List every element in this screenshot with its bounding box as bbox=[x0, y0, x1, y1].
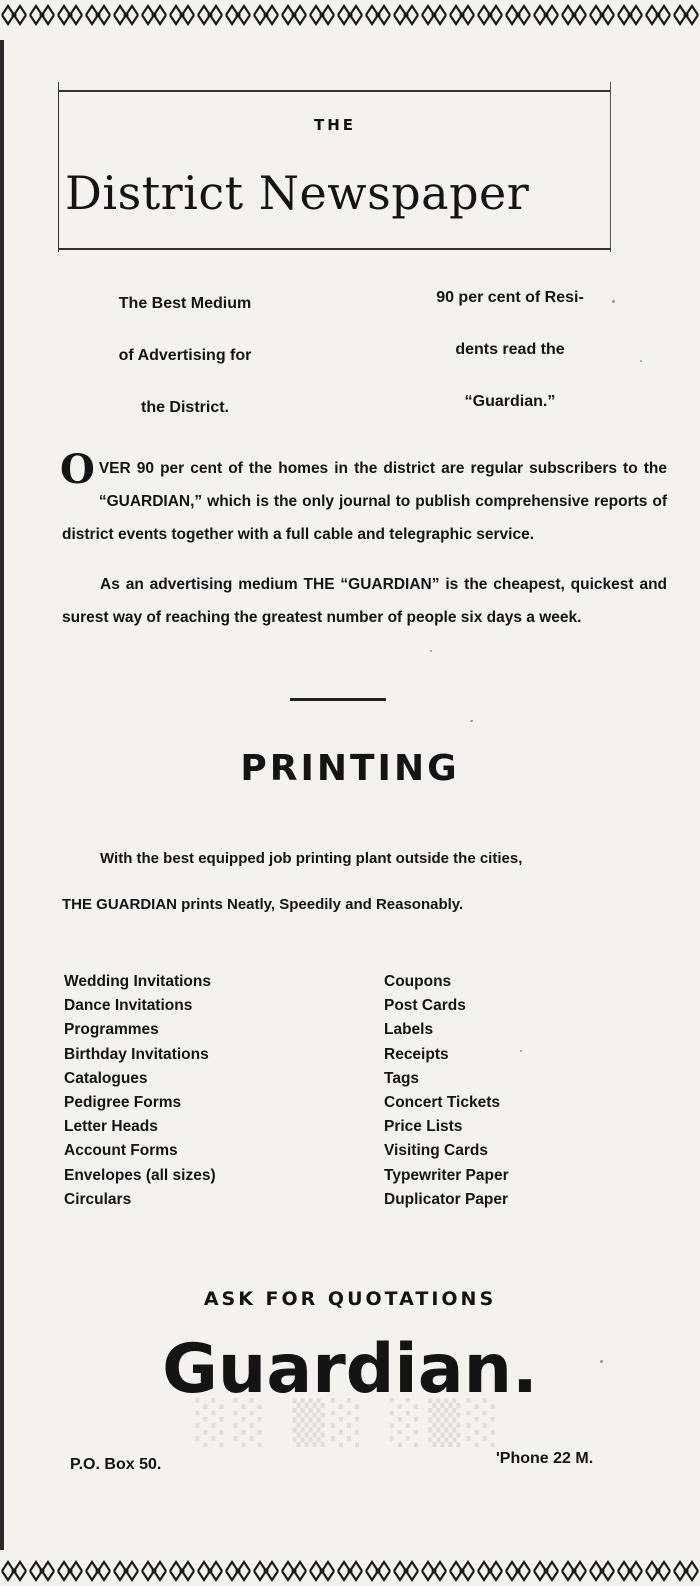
po-box: P.O. Box 50. bbox=[70, 1456, 162, 1473]
faded-show-through: ░░ ▒░ ░▒░ bbox=[195, 1398, 505, 1447]
circulation-paragraph bbox=[60, 446, 667, 551]
tagline-right-column bbox=[390, 272, 630, 428]
masthead-rule-bottom bbox=[59, 248, 611, 250]
ornamental-border-bottom bbox=[0, 1556, 700, 1586]
print-speck bbox=[470, 720, 473, 722]
printing-heading: PRINTING bbox=[240, 748, 460, 789]
quotations-heading: ASK FOR QUOTATIONS bbox=[203, 1288, 497, 1310]
service-item: Letter Heads bbox=[64, 1118, 158, 1136]
print-speck bbox=[612, 300, 615, 303]
service-item: Envelopes (all sizes) bbox=[64, 1166, 216, 1184]
tagline-left-line: the District. bbox=[140, 399, 229, 416]
service-item: Programmes bbox=[64, 1021, 159, 1039]
ornamental-border-top bbox=[0, 0, 700, 30]
service-item: Visiting Cards bbox=[384, 1142, 488, 1160]
service-item: Wedding Invitations bbox=[64, 973, 211, 990]
drop-cap: O bbox=[60, 446, 95, 493]
service-item: Post Cards bbox=[384, 997, 466, 1015]
section-divider bbox=[290, 698, 386, 701]
print-speck bbox=[640, 360, 642, 362]
phone-number: 'Phone 22 M. bbox=[496, 1450, 594, 1467]
service-item: Price Lists bbox=[384, 1118, 463, 1136]
masthead-frame bbox=[58, 82, 611, 252]
circulation-text: VER 90 per cent of the homes in the district are regular subscribers to the “GUARDIAN,” which is the only journal to publish comprehensive reports of district events together with a full cable and telegraphic service. bbox=[62, 460, 667, 543]
tagline-left-column bbox=[60, 278, 310, 434]
service-item: Birthday Invitations bbox=[64, 1045, 209, 1063]
services-list-left bbox=[64, 970, 216, 1212]
tagline-left-line: of Advertising for bbox=[118, 347, 252, 364]
service-item: Receipts bbox=[384, 1045, 449, 1063]
service-item: Typewriter Paper bbox=[384, 1166, 509, 1184]
printing-intro-line-2: THE GUARDIAN prints Neatly, Speedily and Reasonably. bbox=[62, 896, 464, 913]
service-item: Concert Tickets bbox=[384, 1094, 501, 1112]
print-speck bbox=[430, 650, 432, 652]
left-margin-rule bbox=[0, 40, 4, 1550]
service-item: Duplicator Paper bbox=[384, 1190, 509, 1208]
services-list-right bbox=[384, 970, 509, 1212]
service-item: Circulars bbox=[64, 1190, 132, 1208]
masthead-rule-top bbox=[59, 90, 611, 92]
service-item: Dance Invitations bbox=[64, 997, 193, 1015]
service-item: Labels bbox=[384, 1021, 434, 1039]
advertising-paragraph: As an advertising medium THE “GUARDIAN” is the cheapest, quickest and surest way of reaching the greatest number of people six days a week. bbox=[62, 576, 667, 626]
service-item: Tags bbox=[384, 1069, 420, 1087]
brand-logo: Guardian. bbox=[162, 1330, 538, 1409]
service-item: Account Forms bbox=[64, 1142, 178, 1160]
tagline-left-line: The Best Medium bbox=[118, 295, 252, 312]
tagline-right-line: 90 per cent of Resi- bbox=[436, 289, 584, 306]
tagline-right-line: dents read the bbox=[455, 341, 565, 358]
masthead-pretitle: THE bbox=[313, 116, 357, 134]
service-item: Coupons bbox=[384, 973, 452, 990]
masthead-title: District Newspaper bbox=[65, 166, 530, 220]
print-speck bbox=[600, 1360, 603, 1363]
tagline-right-line: “Guardian.” bbox=[464, 393, 556, 410]
print-speck bbox=[520, 1050, 522, 1052]
printing-intro-line-1: With the best equipped job printing plant outside the cities, bbox=[100, 850, 523, 867]
service-item: Catalogues bbox=[64, 1069, 148, 1087]
service-item: Pedigree Forms bbox=[64, 1094, 182, 1112]
